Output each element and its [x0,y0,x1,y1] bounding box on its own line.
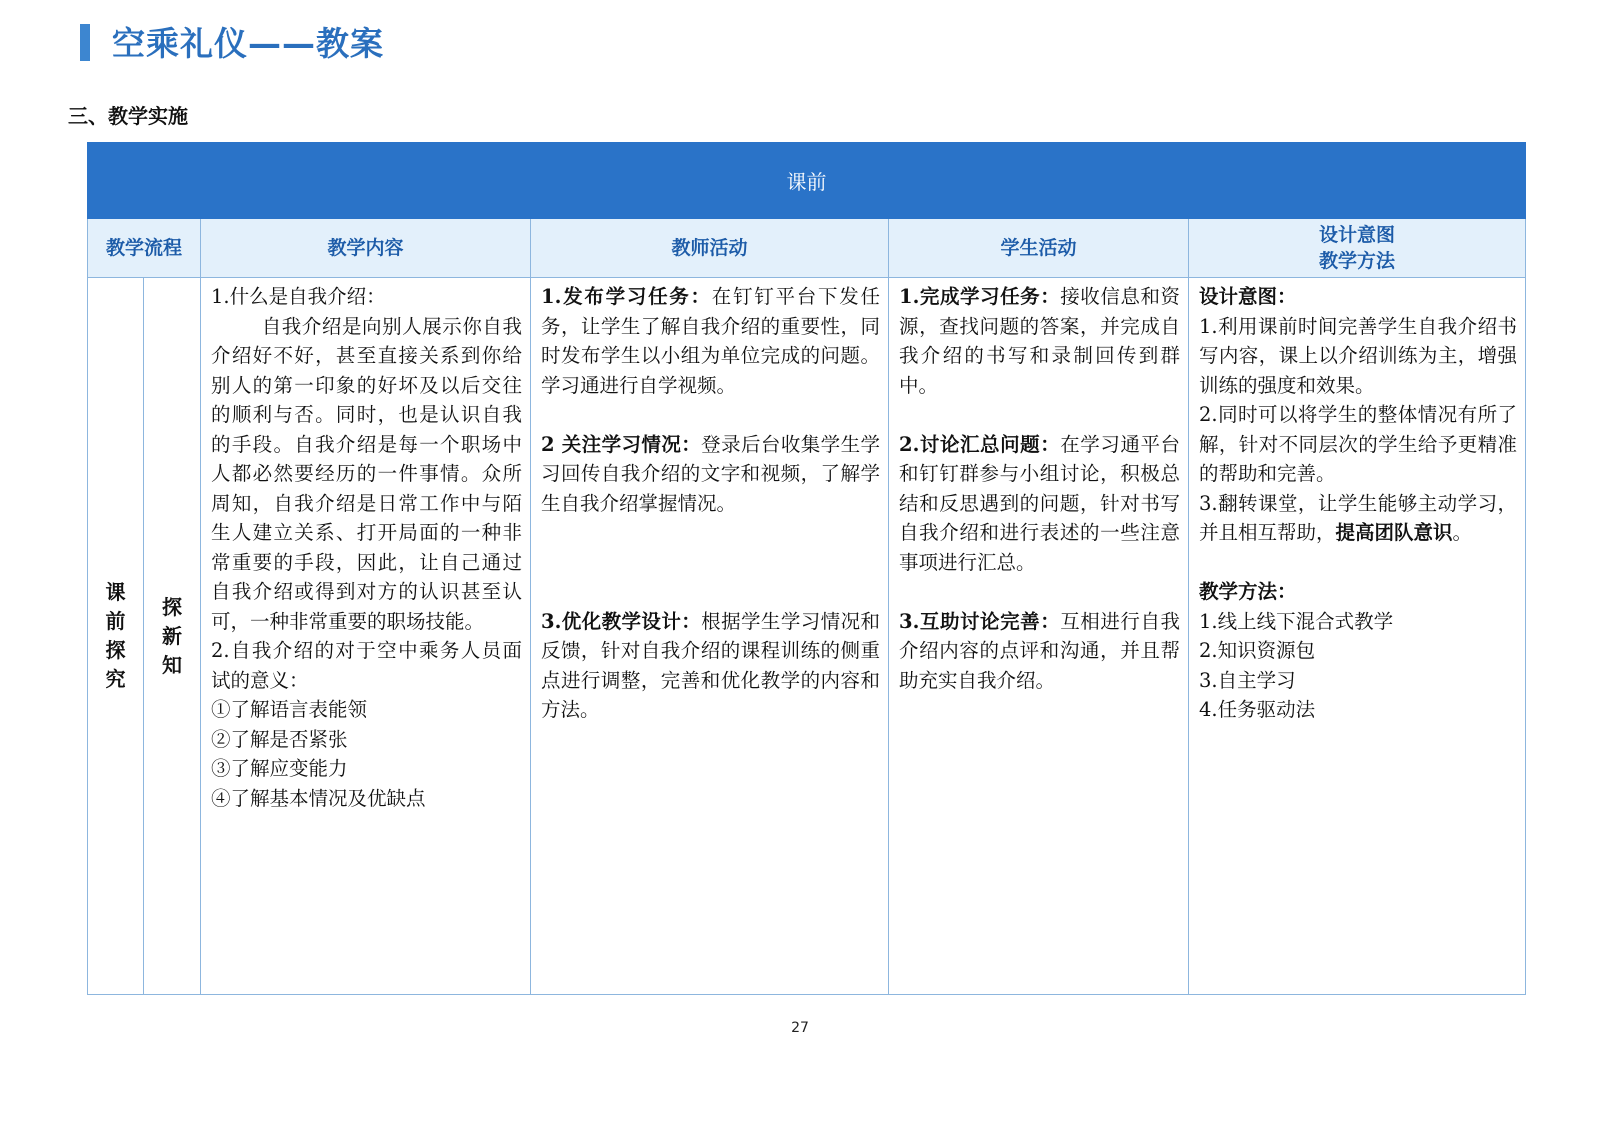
header-design [1189,219,1526,278]
header-design-line2: 教学方法 [1319,250,1396,272]
substage-char: 新 [162,623,182,648]
header-process: 教学流程 [88,219,201,278]
teaching-method-heading: 教学方法： [1199,580,1297,603]
stage-char: 前 [105,609,126,633]
teaching-method-item: 4.任务驱动法 [1199,698,1316,721]
stage-band: 课前 [88,143,1526,219]
design-intent-item [1199,489,1517,548]
student-activity-text: 互相进行自我介绍内容的点评和沟通，并且帮助充实自我介绍。 [899,609,1180,692]
student-activity-text: 在学习通平台和钉钉群参与小组讨论，积极总结和反思遇到的问题，针对书写自我介绍和进行表述的一些注意事项进行汇总。 [899,432,1180,574]
teacher-activity-text: 在钉钉平台下发任务，让学生了解自我介绍的重要性，同时发布学生以小组为单位完成的问题。学习通进行自学视频。 [541,285,880,397]
student-activity-3 [899,607,1180,696]
header-design-line1: 设计意图 [1319,224,1396,246]
teacher-activity-head: 3.优化教学设计： [541,609,702,633]
student-activity-1 [899,282,1180,400]
content-item: ③了解应变能力 [211,757,348,780]
student-activity-head: 2.讨论汇总问题： [899,432,1061,456]
teacher-activity-text: 登录后台收集学生学习回传自我介绍的文字和视频，了解学生自我介绍掌握情况。 [541,432,880,515]
header-student: 学生活动 [889,219,1189,278]
section-heading: 三、教学实施 [68,104,188,128]
teaching-method-item: 2.知识资源包 [1199,639,1316,662]
substage-label [144,278,201,995]
header-teacher: 教师活动 [531,219,889,278]
content-item: ①了解语言表能领 [211,698,368,721]
substage-char: 知 [162,652,182,677]
content-cell [201,278,531,995]
document-title: 空乘礼仪——教案 [112,24,384,63]
title-accent-bar [80,24,90,61]
stage-char: 究 [105,667,126,691]
design-intent-heading: 设计意图： [1199,285,1297,308]
teacher-activity-1 [541,282,880,400]
teacher-activity-3 [541,607,880,725]
stage-label [88,278,144,995]
teaching-method-item: 1.线上线下混合式教学 [1199,609,1394,633]
student-activity-2 [899,430,1180,578]
content-paragraph: 自我介绍是向别人展示你自我介绍好不好，甚至直接关系到你给别人的第一印象的好坏及以后交往的顺利与否。同时，也是认识自我的手段。自我介绍是每一个职场中人都必然要经历的一件事情。众所周知，自我介绍是日常工作中与陌生人建立关系、打开局面的一种非常重要的手段，因此，让自己通过自我介绍或得到对方的认识甚至认可，一种非常重要的职场技能。 [211,314,522,633]
design-cell [1189,278,1526,995]
student-activity-text: 接收信息和资源，查找问题的答案，并完成自我介绍的书写和录制回传到群中。 [899,285,1180,397]
design-intent-item: 2.同时可以将学生的整体情况有所了解，针对不同层次的学生给予更精准的帮助和完善。 [1199,403,1518,485]
content-heading-2: 2.自我介绍的对于空中乘务人员面试的意义： [211,639,522,692]
stage-char: 探 [105,638,126,662]
teacher-activity-2 [541,430,880,519]
teacher-activity-text: 根据学生学习情况和反馈，针对自我介绍的课程训练的侧重点进行调整，完善和优化教学的内容和方法。 [541,609,880,721]
teaching-method-item: 3.自主学习 [1199,668,1296,692]
content-item: ④了解基本情况及优缺点 [211,786,426,810]
substage-char: 探 [162,594,182,619]
header-content: 教学内容 [201,219,531,278]
stage-char: 课 [105,580,126,604]
content-heading-1: 1.什么是自我介绍： [211,285,386,308]
teacher-activity-head: 1.发布学习任务： [541,285,712,308]
teacher-cell [531,278,889,995]
design-intent-emphasis: 提高团队意识 [1335,521,1453,544]
design-intent-end: 。 [1452,521,1473,544]
student-activity-head: 3.互助讨论完善： [899,609,1061,633]
page-number: 27 [791,1020,809,1036]
design-intent-item: 1.利用课前时间完善学生自我介绍书写内容，课上以介绍训练为主，增强训练的强度和效果。 [1199,314,1518,397]
student-cell [889,278,1189,995]
lesson-plan-table [87,142,1526,995]
content-item: ②了解是否紧张 [211,727,348,751]
design-intent-text: 3.翻转课堂，让学生能够主动学习，并且相互帮助， [1199,491,1518,544]
student-activity-head: 1.完成学习任务： [899,285,1061,308]
teacher-activity-head: 2 关注学习情况： [541,432,702,456]
